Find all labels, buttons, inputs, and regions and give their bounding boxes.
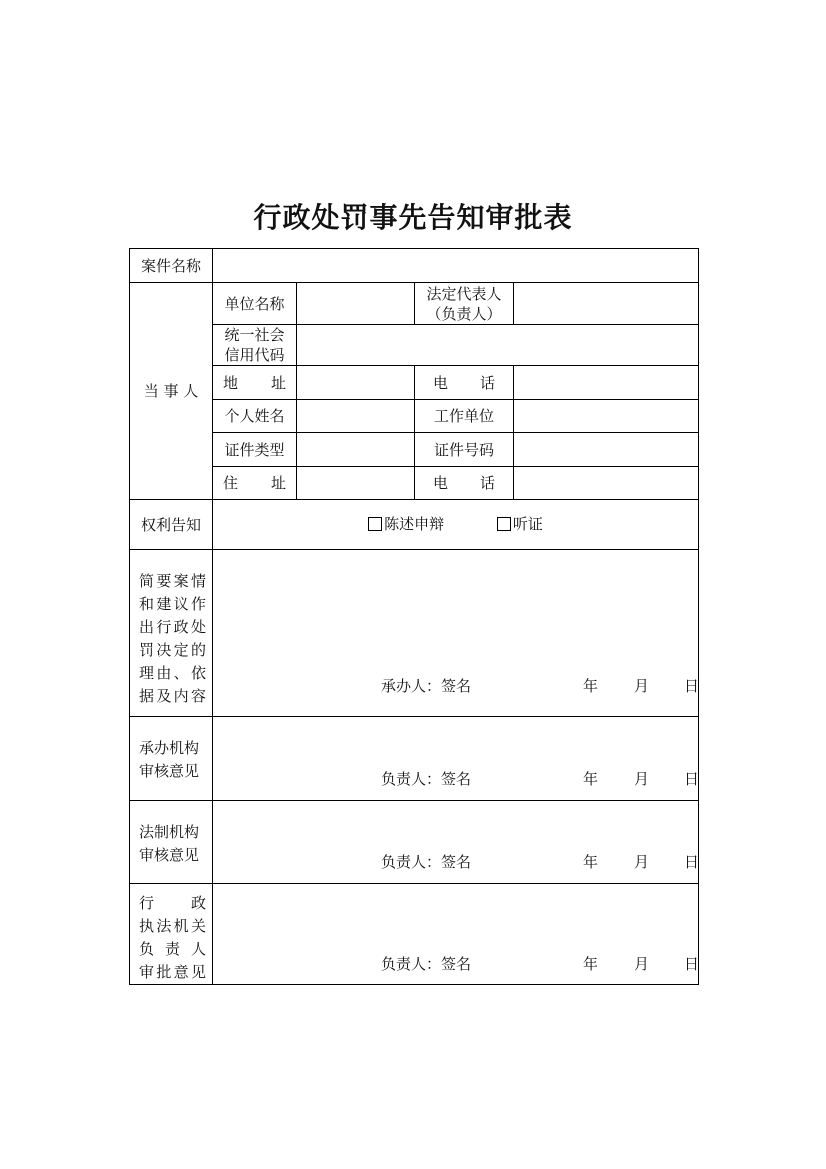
unit-name-field[interactable] xyxy=(297,283,415,325)
phone2-label-char2: 话 xyxy=(479,474,495,492)
work-unit-label: 工作单位 xyxy=(415,400,514,433)
summary-date-month: 月 xyxy=(634,677,650,695)
residence-label-char1: 住 xyxy=(223,474,239,492)
approval-date-day: 日 xyxy=(684,955,700,973)
approval-label xyxy=(130,884,213,985)
credit-code-field[interactable] xyxy=(297,325,699,366)
summary-label-line: 理由、依 xyxy=(139,664,206,682)
phone-label xyxy=(415,366,514,400)
approval-label-line: 负 责 人 xyxy=(139,940,206,958)
rights-options xyxy=(213,500,699,550)
legal-review-date-month: 月 xyxy=(634,853,650,871)
hearing-label: 听证 xyxy=(512,514,543,533)
phone2-label xyxy=(415,467,514,500)
legal-rep-label-line2: （负责人） xyxy=(426,304,502,323)
address-label-char1: 地 xyxy=(223,373,239,392)
phone-label-char1: 电 xyxy=(433,373,449,392)
summary-label-line: 和建议作 xyxy=(139,595,206,613)
id-type-label: 证件类型 xyxy=(213,433,297,467)
personal-name-label: 个人姓名 xyxy=(213,400,297,433)
approval-date-month: 月 xyxy=(634,955,650,973)
residence-label-char2: 址 xyxy=(270,474,286,492)
residence-label xyxy=(213,467,297,500)
legal-review-label-line: 审核意见 xyxy=(139,846,200,864)
legal-review-label-line: 法制机构 xyxy=(139,823,200,841)
credit-code-label-line1: 统一社会 xyxy=(224,326,285,344)
handling-review-date-month: 月 xyxy=(634,770,650,788)
handling-review-signer-label: 负责人：签名 xyxy=(381,770,472,788)
legal-review-field[interactable] xyxy=(213,801,699,884)
handling-review-label-line: 承办机构 xyxy=(139,739,200,757)
phone-field[interactable] xyxy=(514,366,699,400)
residence-field[interactable] xyxy=(297,467,415,500)
legal-review-date-day: 日 xyxy=(684,853,700,871)
party-label: 当 事 人 xyxy=(130,283,213,500)
legal-rep-label-line1: 法定代表人 xyxy=(426,284,502,303)
summary-field[interactable] xyxy=(213,550,699,717)
statement-defense-checkbox[interactable] xyxy=(368,514,444,534)
id-type-field[interactable] xyxy=(297,433,415,467)
case-name-label: 案件名称 xyxy=(130,249,213,283)
legal-rep-field[interactable] xyxy=(514,283,699,325)
approval-form-table xyxy=(129,248,699,985)
summary-signer-label: 承办人：签名 xyxy=(381,677,472,695)
statement-defense-label: 陈述申辩 xyxy=(384,514,445,533)
approval-date-year: 年 xyxy=(583,955,599,973)
summary-label-line: 出行政处 xyxy=(139,618,206,636)
handling-review-date-day: 日 xyxy=(684,770,700,788)
credit-code-label xyxy=(213,325,297,366)
summary-date-day: 日 xyxy=(684,677,700,695)
legal-review-label xyxy=(130,801,213,884)
id-number-field[interactable] xyxy=(514,433,699,467)
case-name-field[interactable] xyxy=(213,249,699,283)
legal-review-signer-label: 负责人：签名 xyxy=(381,853,472,871)
approval-signer-label: 负责人：签名 xyxy=(381,955,472,973)
summary-date-year: 年 xyxy=(583,677,599,695)
handling-review-label-line: 审核意见 xyxy=(139,762,200,780)
handling-review-date-year: 年 xyxy=(583,770,599,788)
credit-code-label-line2: 信用代码 xyxy=(224,346,285,364)
phone2-label-char1: 电 xyxy=(433,474,449,492)
personal-name-field[interactable] xyxy=(297,400,415,433)
hearing-checkbox[interactable] xyxy=(497,514,543,534)
page-title: 行政处罚事先告知审批表 xyxy=(253,201,573,234)
approval-field[interactable] xyxy=(213,884,699,985)
unit-name-label: 单位名称 xyxy=(213,283,297,325)
legal-rep-label xyxy=(415,283,514,325)
address-label-char2: 址 xyxy=(270,373,286,392)
summary-label xyxy=(130,550,213,717)
work-unit-field[interactable] xyxy=(514,400,699,433)
legal-review-date-year: 年 xyxy=(583,853,599,871)
address-label xyxy=(213,366,297,400)
approval-label-line: 审批意见 xyxy=(139,963,206,981)
phone2-field[interactable] xyxy=(514,467,699,500)
checkbox-icon xyxy=(497,517,511,531)
phone-label-char2: 话 xyxy=(479,373,495,392)
approval-label-line: 行 政 xyxy=(139,894,206,912)
address-field[interactable] xyxy=(297,366,415,400)
summary-label-line: 简要案情 xyxy=(139,572,206,590)
approval-label-line: 执法机关 xyxy=(139,917,206,935)
summary-label-line: 罚决定的 xyxy=(139,641,206,659)
checkbox-icon xyxy=(368,517,382,531)
summary-label-line: 据及内容 xyxy=(139,687,206,705)
id-number-label: 证件号码 xyxy=(415,433,514,467)
handling-review-field[interactable] xyxy=(213,717,699,801)
handling-review-label xyxy=(130,717,213,801)
rights-label: 权利告知 xyxy=(130,500,213,550)
